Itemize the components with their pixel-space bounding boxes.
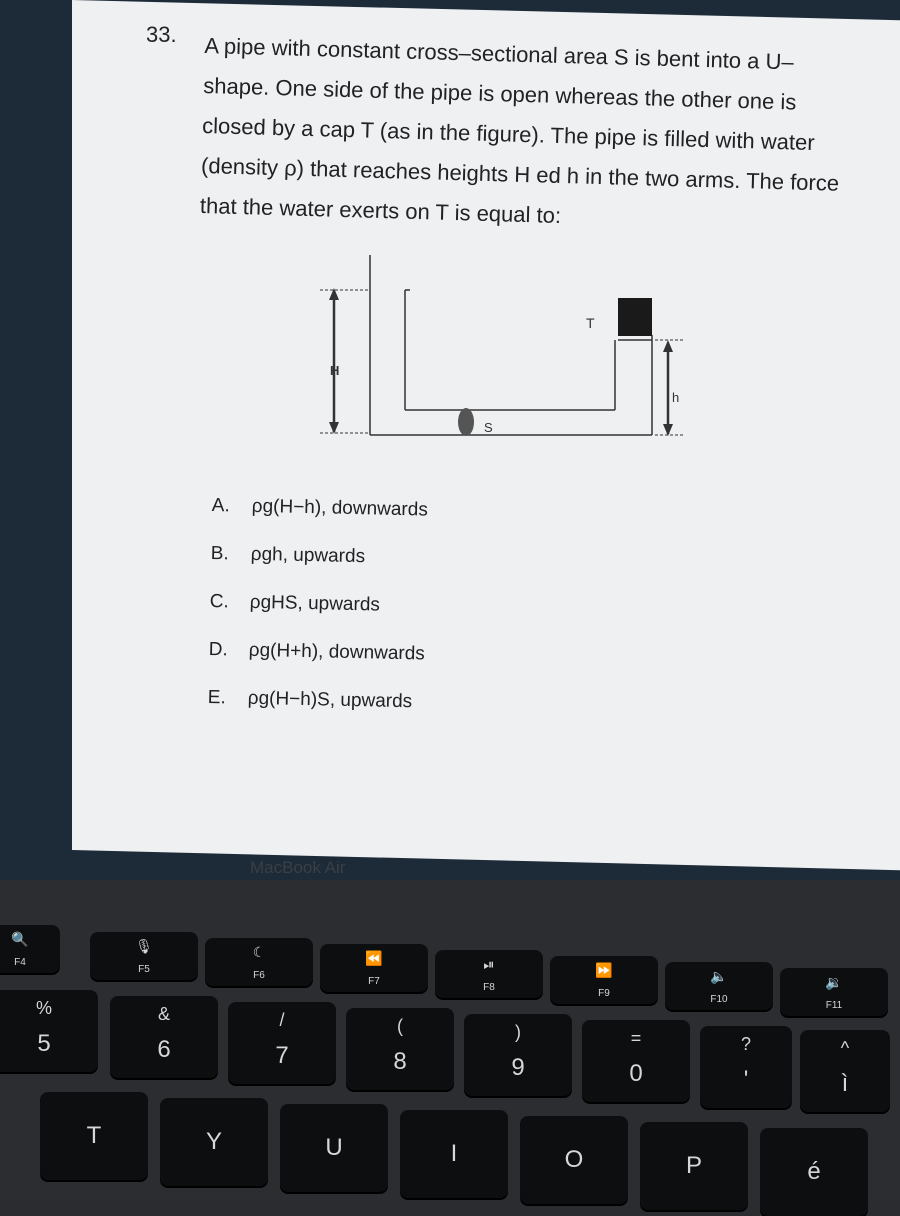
cap-t xyxy=(618,298,652,336)
u-pipe-figure xyxy=(300,250,720,470)
key-p[interactable]: P xyxy=(640,1122,748,1210)
key-f11[interactable]: 🔉 F11 xyxy=(780,968,888,1016)
mute-icon: 🔈 xyxy=(710,968,728,984)
key-f8[interactable]: ⏯ F8 xyxy=(435,950,543,998)
option-text: ρg(H−h), downwards xyxy=(251,495,429,521)
key-9[interactable]: ) 9 xyxy=(464,1014,572,1096)
fast-forward-icon: ⏩ xyxy=(595,962,613,978)
laptop-brand: MacBook Air xyxy=(250,858,346,877)
option-e xyxy=(207,687,424,740)
keyboard xyxy=(0,880,900,1200)
key-apostrophe[interactable]: ? ' xyxy=(700,1026,792,1108)
moon-icon: ☾ xyxy=(252,944,266,960)
option-text: ρgh, upwards xyxy=(250,543,366,568)
option-letter: E. xyxy=(207,686,226,709)
key-y[interactable]: Y xyxy=(160,1098,268,1186)
figure-label-t: T xyxy=(586,315,595,331)
search-icon: 🔍 xyxy=(11,931,29,947)
option-letter: C. xyxy=(209,590,229,613)
rewind-icon: ⏪ xyxy=(365,950,383,966)
option-d xyxy=(208,639,425,692)
key-t[interactable]: T xyxy=(40,1092,148,1180)
key-e-acute[interactable]: é xyxy=(760,1128,868,1216)
key-f4[interactable]: 🔍 F4 xyxy=(0,925,60,973)
option-text: ρgHS, upwards xyxy=(249,591,381,616)
option-b xyxy=(210,543,427,596)
microphone-icon: 🎙 xyxy=(135,938,153,954)
answer-options xyxy=(207,495,428,739)
volume-down-icon: 🔉 xyxy=(825,974,843,990)
question-text: A pipe with constant cross–sectional area S is bent into a U–shape. One side of the pipe is open whereas the other one is closed by a cap T (as in the figure). The pipe is filled with water (density ρ) that reaches heights H ed h in the two arms. The force that the water exerts on T is equal to: xyxy=(199,32,840,229)
key-6[interactable]: & 6 xyxy=(110,996,218,1078)
key-7[interactable]: / 7 xyxy=(228,1002,336,1084)
figure-label-h-upper: H xyxy=(330,363,340,378)
key-5[interactable]: % 5 xyxy=(0,990,98,1072)
key-u[interactable]: U xyxy=(280,1104,388,1192)
option-letter: D. xyxy=(208,638,228,661)
question-number: 33. xyxy=(146,22,177,47)
key-f6[interactable]: ☾ F6 xyxy=(205,938,313,986)
key-f7[interactable]: ⏪ F7 xyxy=(320,944,428,992)
option-letter: B. xyxy=(210,542,229,565)
figure-label-h-lower: h xyxy=(672,390,680,405)
key-8[interactable]: ( 8 xyxy=(346,1008,454,1090)
figure-label-s: S xyxy=(484,420,493,435)
cross-section-s xyxy=(458,408,474,436)
key-i-grave[interactable]: ^ ì xyxy=(800,1030,890,1112)
key-0[interactable]: = 0 xyxy=(582,1020,690,1102)
key-o[interactable]: O xyxy=(520,1116,628,1204)
option-c xyxy=(209,591,426,644)
key-f9[interactable]: ⏩ F9 xyxy=(550,956,658,1004)
option-text: ρg(H−h)S, upwards xyxy=(247,687,413,713)
option-letter: A. xyxy=(211,495,230,517)
option-text: ρg(H+h), downwards xyxy=(248,639,426,665)
option-a xyxy=(211,495,428,548)
key-i[interactable]: I xyxy=(400,1110,508,1198)
key-f10[interactable]: 🔈 F10 xyxy=(665,962,773,1010)
key-f5[interactable]: 🎙 F5 xyxy=(90,932,198,980)
play-pause-icon: ⏯ xyxy=(483,956,495,972)
